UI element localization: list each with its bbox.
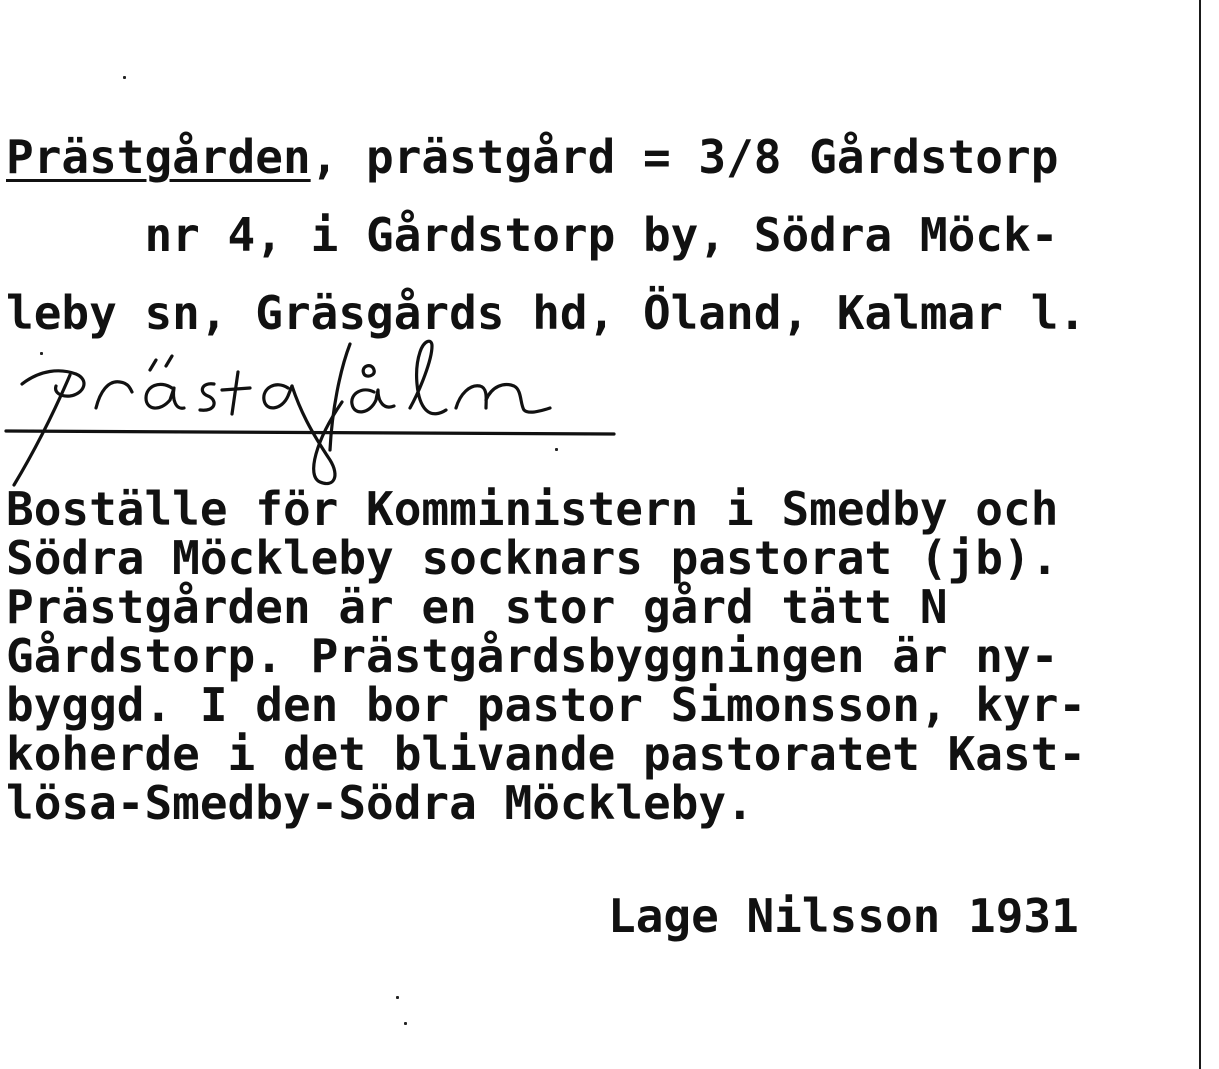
scan-speck: [40, 352, 43, 355]
body-line-7: lösa-Smedby-Södra Möckleby.: [6, 776, 754, 830]
heading-line-2: nr 4, i Gårdstorp by, Södra Möck-: [6, 208, 1059, 262]
heading-line-3: leby sn, Gräsgårds hd, Öland, Kalmar l.: [6, 286, 1087, 340]
body-line-4: Gårdstorp. Prästgårdsbyggningen är ny-: [6, 629, 1059, 683]
scan-speck: [404, 1022, 407, 1025]
body-line-6: koherde i det blivande pastoratet Kast-: [6, 727, 1087, 781]
heading-line-1-rest: , prästgård = 3/8 Gårdstorp: [310, 130, 1059, 184]
body-line-1: Boställe för Komministern i Smedby och: [6, 482, 1059, 536]
place-name-title: Prästgården: [6, 130, 311, 184]
scan-speck: [123, 76, 126, 79]
scan-speck: [555, 448, 558, 451]
card-edge-line: [1199, 0, 1201, 1069]
signature-line: Lage Nilsson 1931: [608, 889, 1079, 943]
body-line-5: byggd. I den bor pastor Simonsson, kyr-: [6, 678, 1087, 732]
scan-speck: [396, 996, 399, 999]
body-line-3: Prästgården är en stor gård tätt N: [6, 580, 948, 634]
body-line-2: Södra Möckleby socknars pastorat (jb).: [6, 531, 1059, 585]
heading-line-1: [6, 130, 1059, 184]
